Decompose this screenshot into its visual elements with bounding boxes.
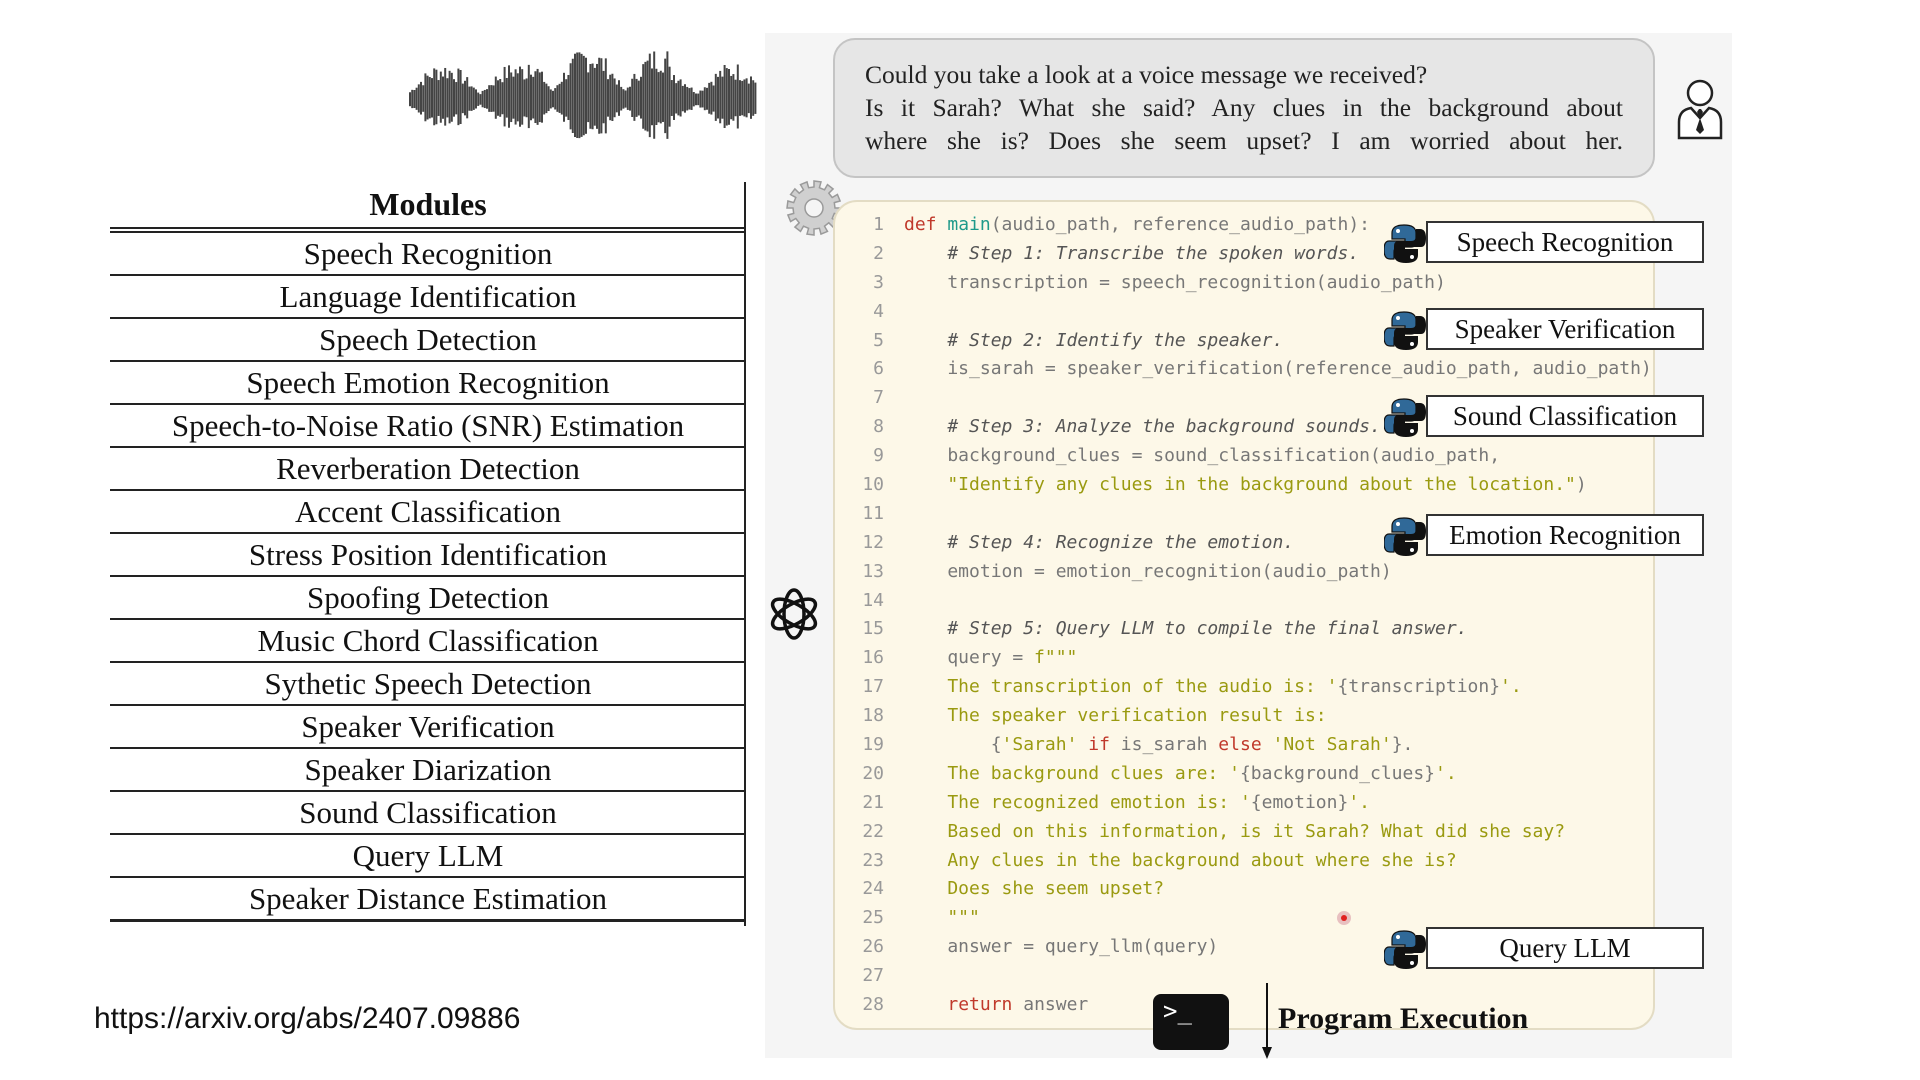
- code-token: main: [947, 214, 991, 235]
- cursor-indicator: [1337, 911, 1351, 925]
- code-token: is_sarah: [1120, 734, 1208, 756]
- line-number: 22: [862, 820, 884, 842]
- modules-table: [110, 182, 746, 922]
- module-row: Speech Detection: [110, 319, 746, 362]
- code-token: 'Sarah': [1001, 734, 1078, 756]
- query-text: where she is? Does she seem upset? I am worried about her.: [865, 126, 1623, 155]
- module-row: Reverberation Detection: [110, 448, 746, 491]
- table-right-border: [744, 182, 746, 926]
- code-token: background_clues = sound_classification(audio_path,: [904, 445, 1501, 467]
- code-token: return: [947, 994, 1013, 1016]
- line-number: 12: [862, 531, 884, 553]
- line-number: 2: [873, 242, 884, 264]
- audio-waveform: [408, 40, 758, 158]
- module-name-box: Sound Classification: [1426, 395, 1704, 437]
- code-token: emotion = emotion_recognition(audio_path): [904, 560, 1392, 582]
- code-token: f""": [1034, 647, 1078, 669]
- module-row: Speech Recognition: [110, 233, 746, 276]
- line-number: 27: [862, 965, 884, 987]
- code-token: {transcription}: [1337, 676, 1501, 698]
- module-row: Sythetic Speech Detection: [110, 663, 746, 706]
- line-number: 6: [873, 358, 884, 380]
- module-row: Accent Classification: [110, 491, 746, 534]
- code-line: [848, 615, 1652, 644]
- line-number: 10: [862, 474, 884, 496]
- code-token: The background clues are: ': [904, 762, 1240, 784]
- code-token: {background_clues}: [1239, 762, 1436, 784]
- python-icon: [1384, 516, 1426, 558]
- code-line: [848, 269, 1652, 298]
- module-row: Language Identification: [110, 276, 746, 319]
- query-line: [865, 91, 1623, 124]
- code-token: # Step 2: Identify the speaker.: [904, 329, 1284, 351]
- code-token: '.: [1435, 762, 1457, 784]
- code-token: answer = query_llm(query): [904, 936, 1219, 958]
- code-line: [848, 847, 1652, 876]
- code-token: def: [904, 214, 948, 235]
- line-number: 9: [873, 445, 884, 467]
- line-number: 13: [862, 560, 884, 582]
- line-number: 21: [862, 791, 884, 813]
- module-name-box: Query LLM: [1426, 927, 1704, 969]
- python-module-tag: [1384, 308, 1704, 352]
- module-row: Speech-to-Noise Ratio (SNR) Estimation: [110, 405, 746, 448]
- code-token: The transcription of the audio is: ': [904, 676, 1338, 698]
- code-token: '.: [1500, 676, 1522, 698]
- code-line: [848, 644, 1652, 673]
- module-name-box: Speech Recognition: [1426, 221, 1704, 263]
- code-line: [848, 789, 1652, 818]
- terminal-prompt: >_: [1163, 997, 1192, 1025]
- llm-logo-icon: [763, 583, 825, 645]
- line-number: 14: [862, 589, 884, 611]
- python-icon: [1384, 310, 1426, 352]
- code-token: '.: [1348, 791, 1371, 813]
- line-number: 15: [862, 618, 884, 640]
- query-line: [865, 124, 1623, 157]
- python-icon: [1384, 397, 1426, 439]
- code-token: transcription = speech_recognition(audio_path): [904, 271, 1446, 293]
- code-token: 'Not Sarah': [1272, 734, 1392, 756]
- module-name-box: Speaker Verification: [1426, 308, 1704, 350]
- code-line: [848, 673, 1652, 702]
- code-token: {emotion}: [1250, 791, 1349, 813]
- line-number: 3: [873, 271, 884, 293]
- line-number: 18: [862, 705, 884, 727]
- line-number: 1: [873, 214, 884, 235]
- code-line: [848, 587, 1652, 616]
- code-token: # Step 1: Transcribe the spoken words.: [904, 242, 1360, 264]
- query-text: Could you take a look at a voice message we received?: [865, 60, 1428, 89]
- line-number: 19: [862, 734, 884, 756]
- code-line: [848, 442, 1652, 471]
- python-module-tag: [1384, 927, 1704, 971]
- code-token: Based on this information, is it Sarah? What did she say?: [904, 820, 1566, 842]
- line-number: 5: [873, 329, 884, 351]
- module-row: Spoofing Detection: [110, 577, 746, 620]
- line-number: 8: [873, 416, 884, 438]
- code-token: }.: [1391, 734, 1414, 756]
- code-token: """: [904, 907, 980, 929]
- module-row: Speaker Verification: [110, 706, 746, 749]
- code-line: [848, 702, 1652, 731]
- line-number: 16: [862, 647, 884, 669]
- execution-arrow-icon: [1260, 983, 1274, 1059]
- code-token: ): [1575, 474, 1587, 496]
- module-row: Query LLM: [110, 835, 746, 878]
- line-number: 26: [862, 936, 884, 958]
- code-token: is_sarah = speaker_verification(reference_audio_path, audio_path): [904, 358, 1652, 380]
- code-line: [848, 731, 1652, 760]
- module-row: Music Chord Classification: [110, 620, 746, 663]
- line-number: 11: [862, 502, 884, 524]
- code-line: [848, 818, 1652, 847]
- code-line: [848, 471, 1652, 500]
- line-number: 24: [862, 878, 884, 900]
- python-icon: [1384, 929, 1426, 971]
- line-number: 4: [873, 300, 884, 322]
- code-token: [904, 994, 947, 1015]
- code-line: [848, 558, 1652, 587]
- modules-table-body: [110, 233, 746, 922]
- module-row: Speech Emotion Recognition: [110, 362, 746, 405]
- code-token: (audio_path, reference_audio_path):: [990, 214, 1371, 235]
- module-row: Sound Classification: [110, 792, 746, 835]
- python-icon: [1384, 223, 1426, 265]
- python-module-tag: [1384, 221, 1704, 265]
- line-number: 20: [862, 762, 884, 784]
- code-token: # Step 5: Query LLM to compile the final answer.: [904, 618, 1468, 640]
- code-token: Any clues in the background about where she is?: [904, 849, 1457, 871]
- code-token: Does she seem upset?: [904, 878, 1165, 900]
- code-token: "Identify any clues in the background about the location.": [904, 474, 1576, 496]
- code-token: The speaker verification result is:: [904, 705, 1327, 727]
- program-execution-label: Program Execution: [1278, 1002, 1529, 1035]
- line-number: 7: [873, 387, 884, 409]
- code-line: [848, 760, 1652, 789]
- module-row: Speaker Distance Estimation: [110, 878, 746, 922]
- code-token: # Step 3: Analyze the background sounds.: [904, 416, 1381, 438]
- module-name-box: Emotion Recognition: [1426, 514, 1704, 556]
- user-icon: [1675, 78, 1725, 140]
- code-token: query =: [904, 647, 1035, 669]
- line-number: 25: [862, 907, 884, 929]
- line-number: 17: [862, 676, 884, 698]
- paper-url: https://arxiv.org/abs/2407.09886: [94, 1002, 521, 1035]
- query-line: [865, 58, 1623, 91]
- code-token: answer: [1012, 994, 1089, 1016]
- line-number: 28: [862, 994, 884, 1016]
- python-module-tag: [1384, 514, 1704, 558]
- code-token: else: [1207, 734, 1273, 756]
- terminal-icon: [1153, 994, 1229, 1050]
- code-token: # Step 4: Recognize the emotion.: [904, 531, 1295, 553]
- code-line: [848, 875, 1652, 904]
- python-module-tag: [1384, 395, 1704, 439]
- code-token: The recognized emotion is: ': [904, 791, 1251, 813]
- user-query-bubble: [833, 38, 1655, 178]
- modules-table-header: Modules: [369, 186, 487, 222]
- module-row: Stress Position Identification: [110, 534, 746, 577]
- code-token: if: [1077, 734, 1121, 756]
- code-line: [848, 355, 1652, 384]
- module-row: Speaker Diarization: [110, 749, 746, 792]
- code-line: [848, 991, 1652, 1020]
- query-text: Is it Sarah? What she said? Any clues in the background about: [865, 93, 1623, 122]
- line-number: 23: [862, 849, 884, 871]
- code-token: {: [904, 734, 1002, 756]
